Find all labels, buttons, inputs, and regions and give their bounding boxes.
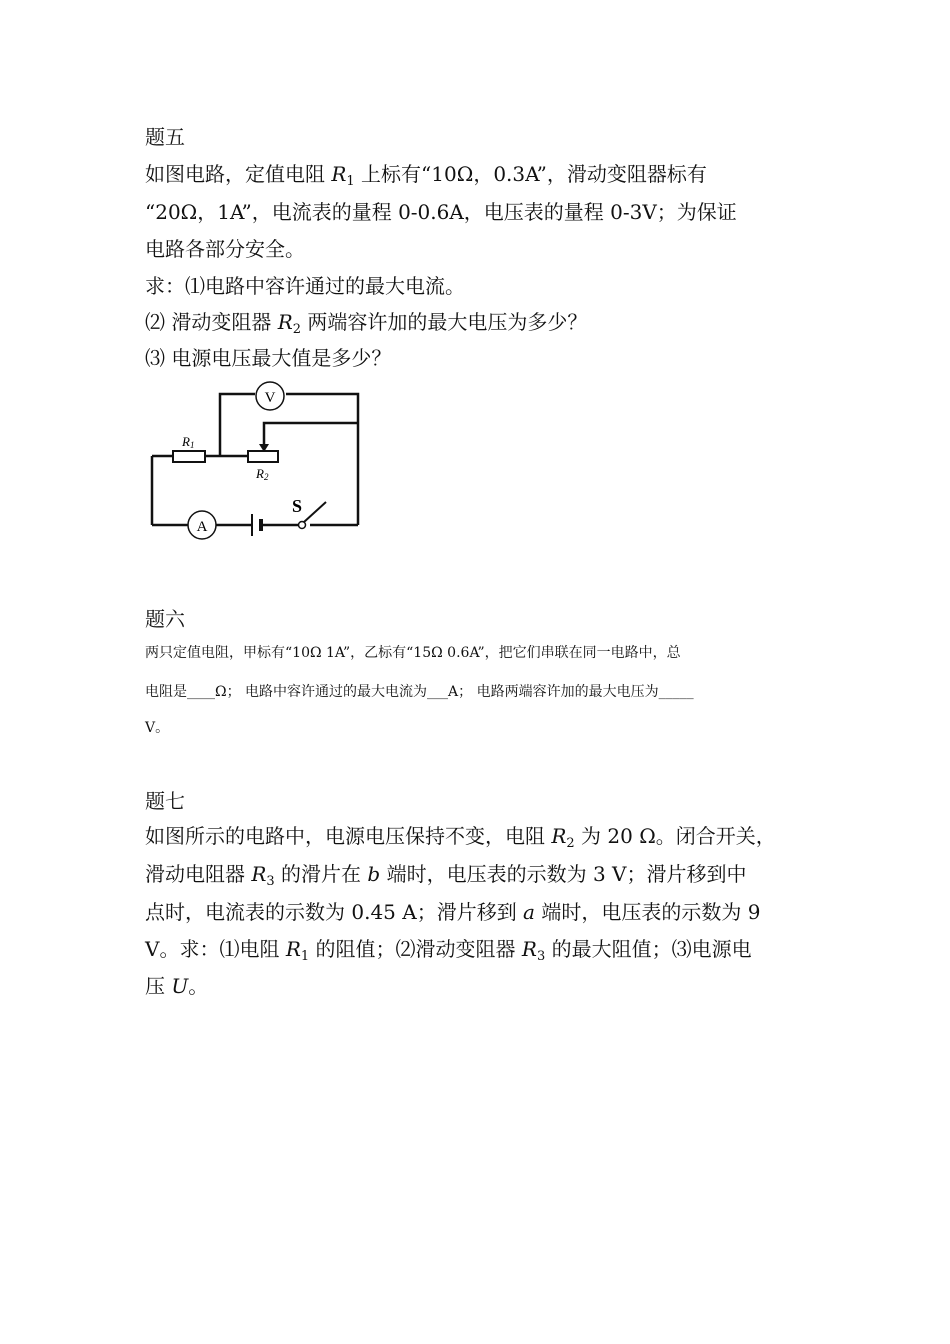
r1-label: R1	[182, 434, 195, 450]
q7-line-5	[145, 976, 208, 996]
switch-terminal	[299, 522, 306, 529]
q5-line-2: “20Ω，1A”，电流表的量程 0-0.6A，电压表的量程 0-3V；为保证	[145, 200, 737, 224]
q7-text: 的阻值；⑵滑动变阻器	[309, 937, 522, 961]
subscript: 3	[536, 949, 546, 964]
q7-text: 端时，电压表的示数为 9	[534, 900, 761, 924]
q7-text: 如图所示的电路中，电源电压保持不变，电阻	[145, 824, 552, 848]
var-r: R	[277, 310, 293, 334]
var-b: b	[367, 862, 381, 886]
circuit-diagram	[140, 378, 380, 548]
q7-line-3	[145, 902, 760, 922]
q7-title: 题七	[145, 789, 185, 813]
switch-lever	[304, 502, 326, 522]
q7-line-1	[145, 824, 776, 851]
q7-line-4	[145, 937, 752, 964]
switch-label: S	[292, 496, 303, 516]
var-r: R	[551, 824, 567, 848]
var-r: R	[521, 937, 537, 961]
subscript: 3	[266, 874, 275, 889]
q5-text: ⑵ 滑动变阻器	[145, 310, 278, 334]
q5-title: 题五	[145, 125, 185, 149]
q5-line-4: 求：⑴电路中容许通过的最大电流。	[145, 274, 465, 298]
q7-text: 的最大阻值；⑶电源电	[545, 937, 752, 961]
q7-text: 滑动电阻器	[145, 862, 252, 886]
slider-wire	[264, 423, 358, 446]
q7-text: 点时，电流表的示数为 0.45 A；滑片移到	[145, 900, 524, 924]
subscript: 1	[346, 174, 355, 189]
q5-line-3: 电路各部分安全。	[145, 237, 305, 261]
voltmeter-wire-right	[286, 394, 358, 423]
q6-line-2: 电阻是____Ω； 电路中容许通过的最大电流为___A； 电路两端容许加的最大电压为_____	[145, 684, 694, 700]
resistor-r1	[173, 451, 205, 462]
resistor-r2	[248, 451, 278, 462]
var-r: R	[285, 937, 301, 961]
q5-line-6: ⑶ 电源电压最大值是多少？	[145, 346, 392, 370]
q7-text: 为 20 Ω。闭合开关，	[574, 824, 776, 848]
var-r: R	[331, 162, 347, 186]
r2-label: R2	[256, 466, 269, 482]
subscript: 2	[566, 836, 575, 851]
var-u: U	[171, 974, 189, 998]
q5-text: 上标有“10Ω，0.3A”，滑动变阻器标有	[354, 162, 707, 186]
q5-text: 两端容许加的最大电压为多少？	[301, 310, 588, 334]
q5-line-1	[145, 162, 707, 189]
q7-text: V。求：⑴电阻	[145, 937, 286, 961]
q6-line-1: 两只定值电阻，甲标有“10Ω 1A”，乙标有“15Ω 0.6A”，把它们串联在同一电路中，总	[145, 645, 681, 661]
q7-text: 压	[145, 974, 172, 998]
var-a: a	[523, 900, 535, 924]
q5-line-5	[145, 310, 588, 337]
subscript: 1	[300, 949, 310, 964]
q7-text: 。	[188, 974, 209, 998]
voltmeter-label: V	[264, 390, 276, 406]
q6-title: 题六	[145, 607, 185, 631]
ammeter-label: A	[196, 519, 208, 535]
q6-line-3: V。	[145, 720, 170, 736]
q7-text: 端时，电压表的示数为 3 V；滑片移到中	[380, 862, 747, 886]
q7-text: 的滑片在	[274, 862, 368, 886]
q5-text: 如图电路，定值电阻	[145, 162, 332, 186]
q7-line-2	[145, 862, 747, 889]
var-r: R	[251, 862, 267, 886]
subscript: 2	[292, 322, 302, 337]
voltmeter-wire-left	[220, 394, 255, 456]
